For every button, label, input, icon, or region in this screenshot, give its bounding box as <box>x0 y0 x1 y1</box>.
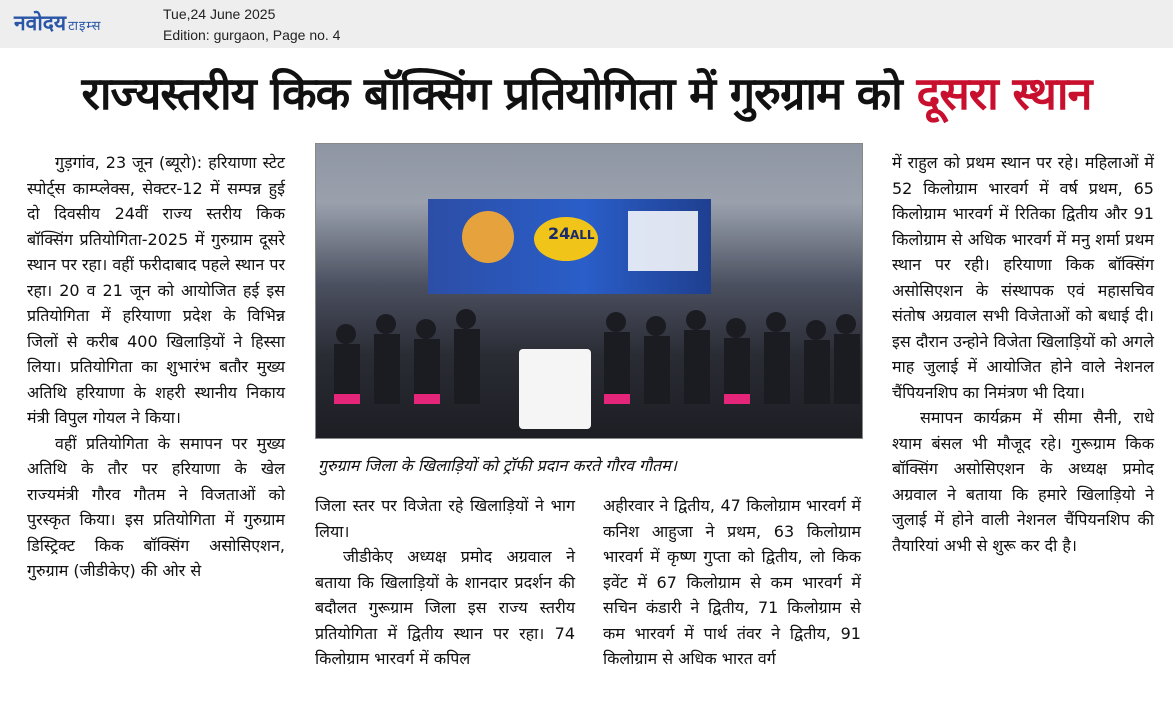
logo-main-text: नवोदय <box>14 11 67 35</box>
event-photo <box>315 143 863 439</box>
article-column-3 <box>603 493 861 672</box>
article-column-1 <box>27 150 285 584</box>
newspaper-logo[interactable] <box>14 9 101 37</box>
article-paragraph: वहीं प्रतियोगिता के समापन पर मुख्य अतिथि के तौर पर हरियाणा के खेल राज्यमंत्री गौरव गौतम ने विजताओं को पुरस्कृत किया। इस प्रतियोगिता में गुरुग्राम डिस्ट्रिक्ट किक बॉक्सिंग असोसिएशन, गुरुग्राम (जीडीकेए) की ओर से <box>27 433 285 580</box>
article-paragraph: गुड़गांव, 23 जून (ब्यूरो): हरियाणा स्टेट स्पोर्ट्स काम्प्लेक्स, सेक्टर-12 में सम्पन्न हुई दो दिवसीय 24वीं राज्य स्तरीय किक बॉक्सिंग प्रतियोगिता-2025 में गुरुग्राम दूसरे स्थान पर रहा। वहीं फरीदाबाद पहले स्थान पर रहा। 20 व 21 जून को आयोजित हई इस प्रतियोगिता में हरियाणा प्रदेश के विभिन्न जिलों से करीब 400 खिलाड़ियों ने हिस्सा लिया। प्रतियोगिता का शुभारंभ बतौर मुख्य अतिथि हरियाणा के शहरी स्थानीय निकाय मंत्री विपुल गोयल ने किया। <box>27 153 285 427</box>
article-paragraph: जीडीकेए अध्यक्ष प्रमोद अग्रवाल ने बताया कि खिलाड़ियों के शानदार प्रदर्शन की बदौलत गुरूग्राम जिला इस राज्य स्तरीय प्रतियोगिता में द्वितीय स्थान पर रहा। 74 किलोग्राम भारवर्ग में कपिल <box>315 547 575 668</box>
article-column-2 <box>315 493 575 672</box>
article-paragraph: में राहुल को प्रथम स्थान पर रहे। महिलाओं में 52 किलोग्राम भारवर्ग में वर्ष प्रथम, 65 किलोग्राम भारवर्ग में रितिका द्वितीय और 91 किलोग्राम से अधिक भारवर्ग में मनु शर्मा प्रथम स्थान पर रही। हरियाणा किक बॉक्सिंग असोसिएशन के संस्थापक एवं महासचिव संतोष अग्रवाल सभी विजेताओं को बधाई दी। इस दौरान उन्होने विजेता खिलाड़ियों को अगले माह जुलाई में आयोजित होने वाले नेशनल चैंपियनशिप का निमंत्रण भी दिया। <box>892 153 1154 402</box>
headline-highlight: दूसरा स्थान <box>916 67 1092 120</box>
logo-sub-text: टाइम्स <box>68 19 102 34</box>
banner-number: 24 <box>548 224 571 243</box>
article-paragraph: जिला स्तर पर विजेता रहे खिलाड़ियों ने भाग लिया। <box>315 496 575 541</box>
association-flag <box>519 349 591 429</box>
article-paragraph: समापन कार्यक्रम में सीमा सैनी, राधे श्याम बंसल भी मौजूद रहे। गुरूग्राम किक बॉक्सिंग असोसिएशन के अध्यक्ष प्रमोद अग्रवाल ने बताया कि हमारे खिलाड़ियो ने जुलाई में होने वाली नेशनल चैंपियनशिप की तैयारियां अभी से शुरू कर दी है। <box>892 408 1154 555</box>
article-headline <box>0 54 1173 134</box>
edition-page: Edition: gurgaon, Page no. 4 <box>163 27 341 43</box>
article-paragraph: अहीरवार ने द्वितीय, 47 किलोग्राम भारवर्ग में कनिश आहुजा ने प्रथम, 63 किलोग्राम भारवर्ग में कृष्ण गुप्ता को द्वितीय, लो किक इवेंट में 67 किलोग्राम से कम भारवर्ग में सचिन कंडारी ने द्वितीय, 71 किलोग्राम से कम भारवर्ग में पार्थ तंवर ने द्वितीय, 91 किलोग्राम से अधिक भारत वर्ग <box>603 496 861 668</box>
article-column-4 <box>892 150 1154 558</box>
issue-date: Tue,24 June 2025 <box>163 6 276 22</box>
edition-info <box>163 4 340 46</box>
headline-main: राज्यस्तरीय किक बॉक्सिंग प्रतियोगिता में गुरुग्राम को <box>81 67 917 120</box>
banner-all: ALL <box>570 228 595 242</box>
masthead-bar <box>0 0 1173 48</box>
photo-caption: गुरुग्राम जिला के खिलाड़ियों को ट्रॉफी प्रदान करते गौरव गौतम। <box>318 456 677 475</box>
